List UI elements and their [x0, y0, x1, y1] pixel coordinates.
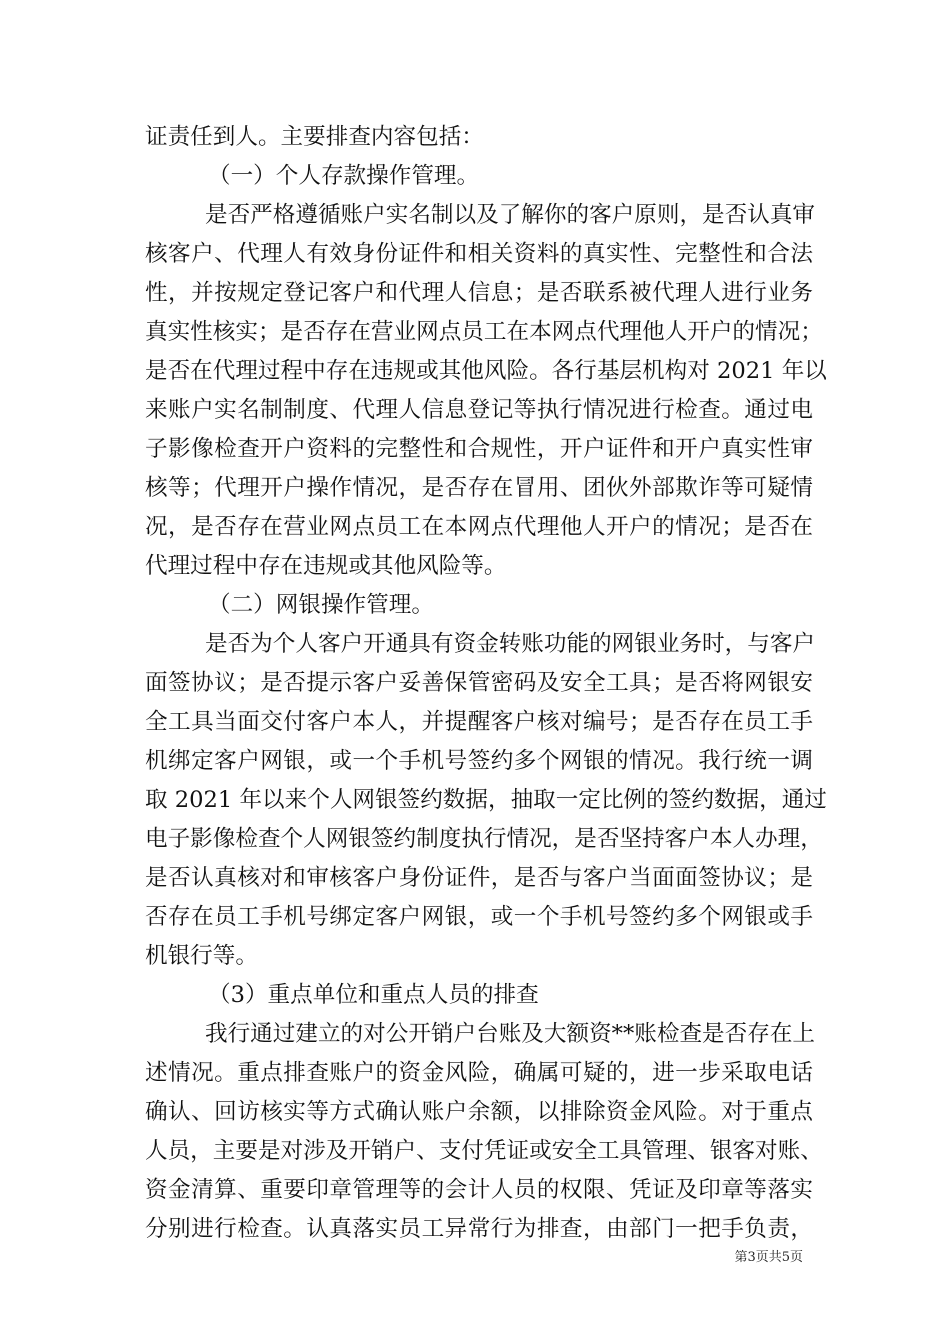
text-line: 来账户实名制制度、代理人信息登记等执行情况进行检查。通过电 [145, 397, 813, 423]
text-line: 是否严格遵循账户实名制以及了解你的客户原则，是否认真审 [205, 202, 816, 228]
text-line: 全工具当面交付客户本人，并提醒客户核对编号；是否存在员工手 [145, 709, 813, 735]
text-line: 子影像检查开户资料的完整性和合规性，开户证件和开户真实性审 [145, 436, 813, 462]
page-number-footer: 第3页共5页 [734, 1250, 803, 1265]
text-line: 是否为个人客户开通具有资金转账功能的网银业务时，与客户 [205, 631, 816, 657]
section-heading-personal-deposit: （一）个人存款操作管理。 [208, 163, 480, 189]
text-line: 人员，主要是对涉及开销户、支付凭证或安全工具管理、银客对账、 [145, 1138, 823, 1164]
text-line: 况，是否存在营业网点员工在本网点代理他人开户的情况；是否在 [145, 514, 813, 540]
text-line: 机银行等。 [145, 943, 258, 969]
text-line: 分别进行检查。认真落实员工异常行为排查，由部门一把手负责， [145, 1216, 813, 1242]
text-line: 证责任到人。主要排查内容包括： [145, 124, 484, 150]
text-line: 我行通过建立的对公开销户台账及大额资**账检查是否存在上 [205, 1021, 816, 1047]
text-line: 述情况。重点排查账户的资金风险，确属可疑的，进一步采取电话 [145, 1060, 813, 1086]
text-line: 资金清算、重要印章管理等的会计人员的权限、凭证及印章等落实 [145, 1177, 813, 1203]
document-body [145, 118, 827, 1249]
text-line: 电子影像检查个人网银签约制度执行情况，是否坚持客户本人办理， [145, 826, 823, 852]
text-line: 取 2021 年以来个人网银签约数据，抽取一定比例的签约数据，通过 [145, 787, 827, 813]
text-line: 性，并按规定登记客户和代理人信息；是否联系被代理人进行业务 [145, 280, 813, 306]
text-line: 否存在员工手机号绑定客户网银，或一个手机号签约多个网银或手 [145, 904, 813, 930]
section-heading-key-units: （3）重点单位和重点人员的排查 [208, 982, 539, 1008]
text-line: 确认、回访核实等方式确认账户余额，以排除资金风险。对于重点 [145, 1099, 813, 1125]
text-line: 是否认真核对和审核客户身份证件，是否与客户当面面签协议；是 [145, 865, 813, 891]
section-heading-online-banking: （二）网银操作管理。 [208, 592, 434, 618]
text-line: 面签协议；是否提示客户妥善保管密码及安全工具；是否将网银安 [145, 670, 813, 696]
text-line: 真实性核实；是否存在营业网点员工在本网点代理他人开户的情况； [145, 319, 823, 345]
text-line: 机绑定客户网银，或一个手机号签约多个网银的情况。我行统一调 [145, 748, 813, 774]
text-line: 代理过程中存在违规或其他风险等。 [145, 553, 507, 579]
text-line: 核客户、代理人有效身份证件和相关资料的真实性、完整性和合法 [145, 241, 813, 267]
text-line: 核等；代理开户操作情况，是否存在冒用、团伙外部欺诈等可疑情 [145, 475, 813, 501]
text-line: 是否在代理过程中存在违规或其他风险。各行基层机构对 2021 年以 [145, 358, 827, 384]
